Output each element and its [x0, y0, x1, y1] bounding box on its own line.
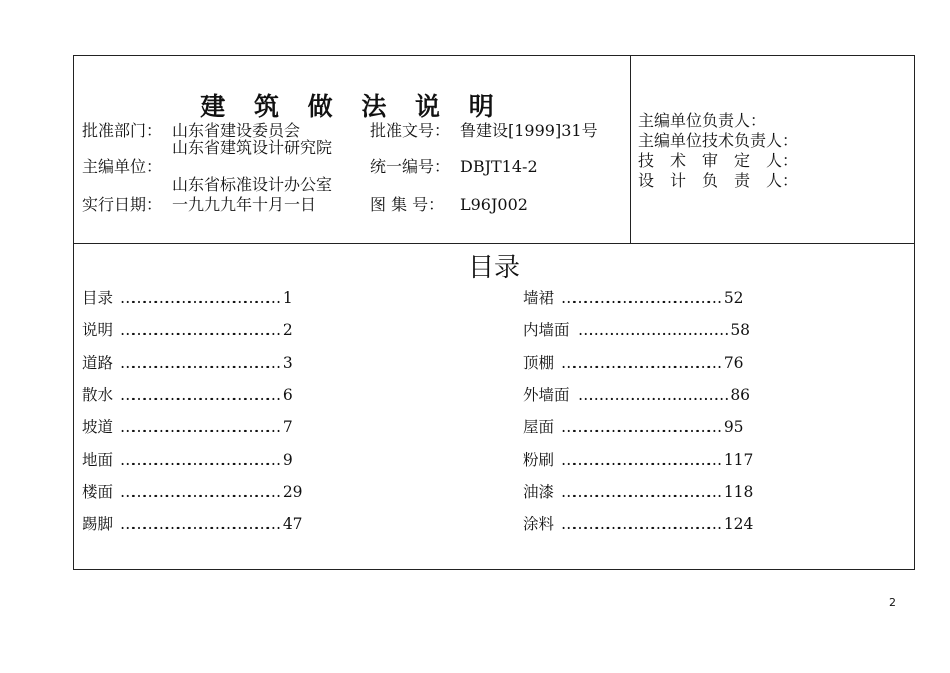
- toc-entry-label: 涂料: [523, 515, 555, 534]
- toc-title: 目录: [467, 253, 520, 283]
- toc-entry-label: 散水: [82, 385, 114, 404]
- toc-entry-leader: ……………………………………: [120, 418, 277, 437]
- toc-left-entry: [82, 320, 293, 340]
- toc-entry-leader: ……………………………………: [120, 289, 277, 307]
- toc-entry-label: 顶棚: [523, 353, 555, 372]
- toc-entry-label: 墙裙: [523, 289, 555, 307]
- toc-entry-leader: ……………………………………: [120, 482, 277, 501]
- toc-entry-page: 95: [723, 418, 744, 437]
- toc-left-entry: [82, 450, 293, 470]
- responsible-reviewer: 技 术 审 定 人：: [638, 151, 799, 170]
- toc-left-entry: [82, 288, 293, 308]
- atlas-no-label: 图 集 号：: [370, 195, 445, 214]
- toc-right-entry: [523, 450, 753, 470]
- toc-entry-page: 117: [723, 450, 754, 469]
- toc-entry-page: 76: [723, 353, 744, 372]
- approval-dept-label: 批准部门：: [82, 121, 163, 140]
- vertical-divider: [630, 56, 631, 243]
- unified-no-value: DBJT14-2: [460, 157, 538, 176]
- toc-entry-page: 47: [282, 515, 303, 534]
- toc-entry-leader: ……………………………………: [561, 482, 718, 501]
- toc-right-entry: [523, 385, 750, 405]
- document-frame: [73, 55, 915, 570]
- toc-left-entry: [82, 385, 293, 405]
- toc-left-entry: [82, 514, 303, 534]
- toc-right-entry: [523, 288, 744, 308]
- toc-right-entry: [523, 482, 753, 502]
- toc-entry-label: 道路: [82, 353, 114, 372]
- toc-right-entry: [523, 320, 750, 340]
- toc-entry-leader: ……………………………………: [578, 385, 725, 404]
- toc-left-entry: [82, 417, 293, 437]
- toc-entry-page: 2: [282, 321, 293, 340]
- toc-entry-leader: ……………………………………: [120, 353, 277, 372]
- toc-entry-label: 内墙面: [523, 321, 570, 340]
- toc-entry-page: 86: [730, 385, 751, 404]
- toc-entry-label: 说明: [82, 321, 114, 340]
- toc-entry-leader: ……………………………………: [120, 450, 277, 469]
- toc-entry-label: 目录: [82, 289, 114, 307]
- toc-entry-label: 油漆: [523, 482, 555, 501]
- toc-entry-leader: ……………………………………: [578, 321, 725, 340]
- toc-right-entry: [523, 353, 744, 373]
- approval-doc-label: 批准文号：: [370, 121, 451, 140]
- toc-entry-leader: ……………………………………: [561, 418, 718, 437]
- toc-entry-leader: ……………………………………: [561, 450, 718, 469]
- toc-entry-label: 坡道: [82, 418, 114, 437]
- impl-date-value: 一九九九年十月一日: [172, 195, 317, 214]
- toc-left-entry: [82, 353, 293, 373]
- toc-entry-label: 外墙面: [523, 385, 570, 404]
- toc-entry-page: 6: [282, 385, 293, 404]
- toc-entry-label: 楼面: [82, 482, 114, 501]
- toc-entry-page: 58: [730, 321, 751, 340]
- toc-entry-leader: ……………………………………: [561, 289, 718, 307]
- unified-no-label: 统一编号：: [370, 157, 451, 176]
- editor-label: 主编单位：: [82, 157, 163, 176]
- toc-entry-leader: ……………………………………: [120, 321, 277, 340]
- toc-entry-label: 粉刷: [523, 450, 555, 469]
- toc-left-entry: [82, 482, 303, 502]
- toc-entry-label: 屋面: [523, 418, 555, 437]
- responsible-designer: 设 计 负 责 人：: [638, 171, 799, 190]
- impl-date-label: 实行日期：: [82, 195, 163, 214]
- toc-entry-label: 踢脚: [82, 515, 114, 534]
- editor-value-2: 山东省标准设计办公室: [172, 175, 333, 194]
- toc-entry-page: 124: [723, 515, 754, 534]
- approval-dept-value: 山东省建设委员会: [172, 121, 301, 140]
- editor-value-1: 山东省建筑设计研究院: [172, 138, 333, 157]
- horizontal-divider: [74, 243, 914, 244]
- page-number: 2: [889, 596, 896, 609]
- toc-entry-page: 1: [282, 289, 293, 307]
- toc-entry-page: 118: [723, 482, 754, 501]
- toc-entry-label: 地面: [82, 450, 114, 469]
- document-title: 建 筑 做 法 说 明: [200, 92, 504, 121]
- toc-entry-leader: ……………………………………: [561, 515, 718, 534]
- toc-entry-leader: ……………………………………: [120, 515, 277, 534]
- toc-entry-page: 9: [282, 450, 293, 469]
- toc-entry-page: 52: [723, 289, 744, 307]
- toc-entry-page: 7: [282, 418, 293, 437]
- toc-right-entry: [523, 514, 753, 534]
- responsible-editor-head: 主编单位负责人：: [638, 111, 767, 130]
- toc-entry-page: 3: [282, 353, 293, 372]
- atlas-no-value: L96J002: [460, 195, 528, 214]
- toc-entry-leader: ……………………………………: [120, 385, 277, 404]
- responsible-tech-head: 主编单位技术负责人：: [638, 131, 799, 150]
- toc-entry-leader: ……………………………………: [561, 353, 718, 372]
- toc-entry-page: 29: [282, 482, 303, 501]
- toc-right-entry: [523, 417, 744, 437]
- approval-doc-value: 鲁建设[1999]31号: [460, 121, 598, 140]
